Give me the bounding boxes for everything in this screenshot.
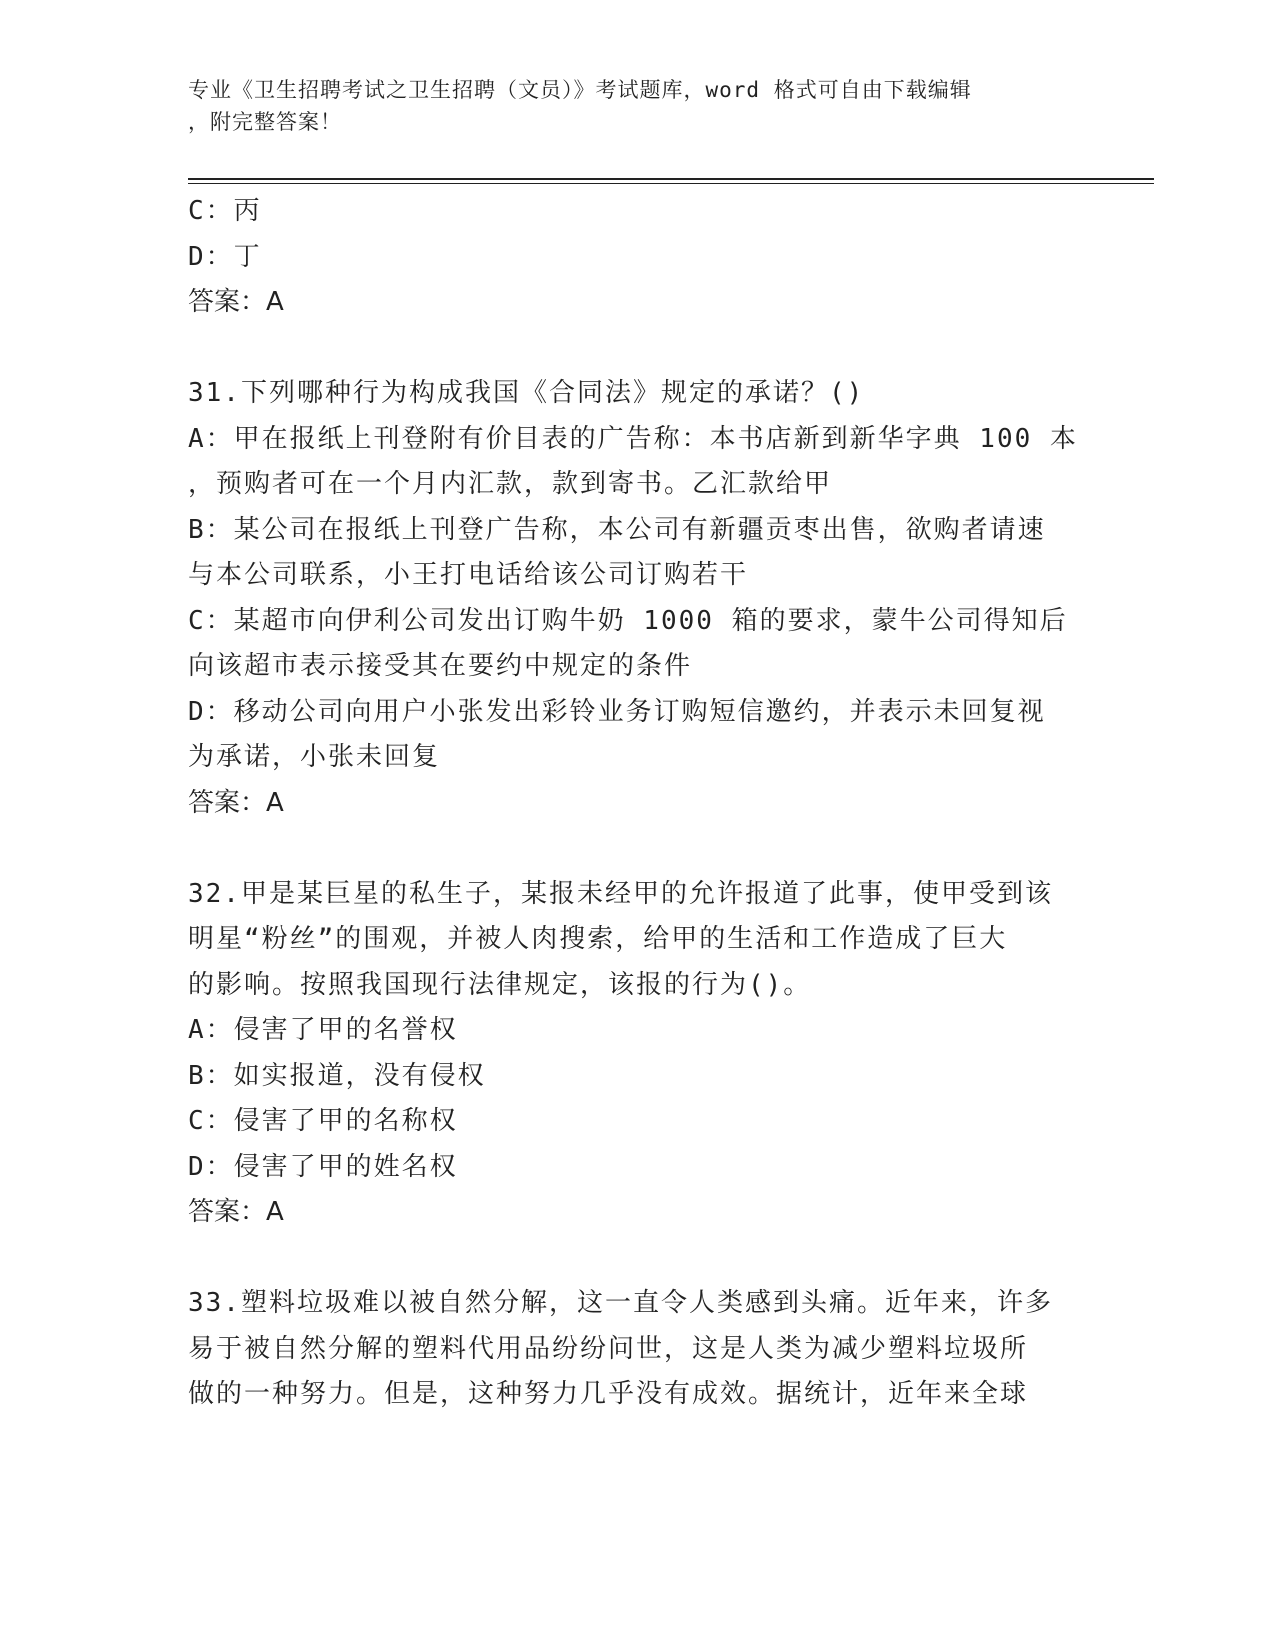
q31-stem: 31.下列哪种行为构成我国《合同法》规定的承诺？() [188,378,865,408]
q32-option-b: B：如实报道，没有侵权 [188,1060,486,1091]
prev-option-c: C：丙 [188,196,262,226]
q32-stem-line-3: 的影响。按照我国现行法律规定，该报的行为()。 [188,969,812,1000]
q31-option-c-line-2: 向该超市表示接受其在要约中规定的条件 [188,651,693,681]
document-body [188,189,1078,1418]
q33-stem-line-3: 做的一种努力。但是，这种努力几乎没有成效。据统计，近年来全球 [188,1379,1029,1409]
q32-stem-line-2: 明星“粉丝”的围观，并被人肉搜索，给甲的生活和工作造成了巨大 [188,924,1008,954]
spacer [188,326,1078,372]
q32-option-d: D：侵害了甲的姓名权 [188,1151,458,1182]
q32-option-a: A：侵害了甲的名誉权 [188,1015,458,1045]
q31-option-b-line-2: 与本公司联系，小王打电话给该公司订购若干 [188,560,749,590]
header-divider-thin [188,183,1154,184]
prev-answer: 答案：A [188,287,284,317]
page-header [188,74,1068,138]
q33-stem-line-1: 33.塑料垃圾难以被自然分解，这一直令人类感到头痛。近年来，许多 [188,1288,1053,1318]
q31-answer: 答案：A [188,787,284,818]
header-line-2: ，附完整答案！ [188,110,342,134]
spacer [188,1236,1078,1282]
prev-option-d: D：丁 [188,241,262,272]
q31-option-d-line-1: D：移动公司向用户小张发出彩铃业务订购短信邀约，并表示未回复视 [188,696,1046,727]
q31-option-b-line-1: B：某公司在报纸上刊登广告称，本公司有新疆贡枣出售，欲购者请速 [188,514,1046,545]
q31-option-a-line-2: ，预购者可在一个月内汇款，款到寄书。乙汇款给甲 [188,469,833,499]
q31-option-c-line-1: C：某超市向伊利公司发出订购牛奶 1000 箱的要求，蒙牛公司得知后 [188,605,1068,636]
spacer [188,826,1078,872]
q31-option-a-line-1: A：甲在报纸上刊登附有价目表的广告称：本书店新到新华字典 100 本 [188,423,1078,454]
q32-stem-line-1: 32.甲是某巨星的私生子，某报未经甲的允许报道了此事，使甲受到该 [188,878,1053,909]
q32-option-c: C：侵害了甲的名称权 [188,1106,458,1136]
q33-stem-line-2: 易于被自然分解的塑料代用品纷纷问世，这是人类为减少塑料垃圾所 [188,1333,1029,1364]
q31-option-d-line-2: 为承诺，小张未回复 [188,742,441,772]
q32-answer: 答案：A [188,1197,284,1227]
header-divider-thick [188,178,1154,180]
header-line-1: 专业《卫生招聘考试之卫生招聘（文员）》考试题库，word 格式可自由下载编辑 [188,78,972,102]
